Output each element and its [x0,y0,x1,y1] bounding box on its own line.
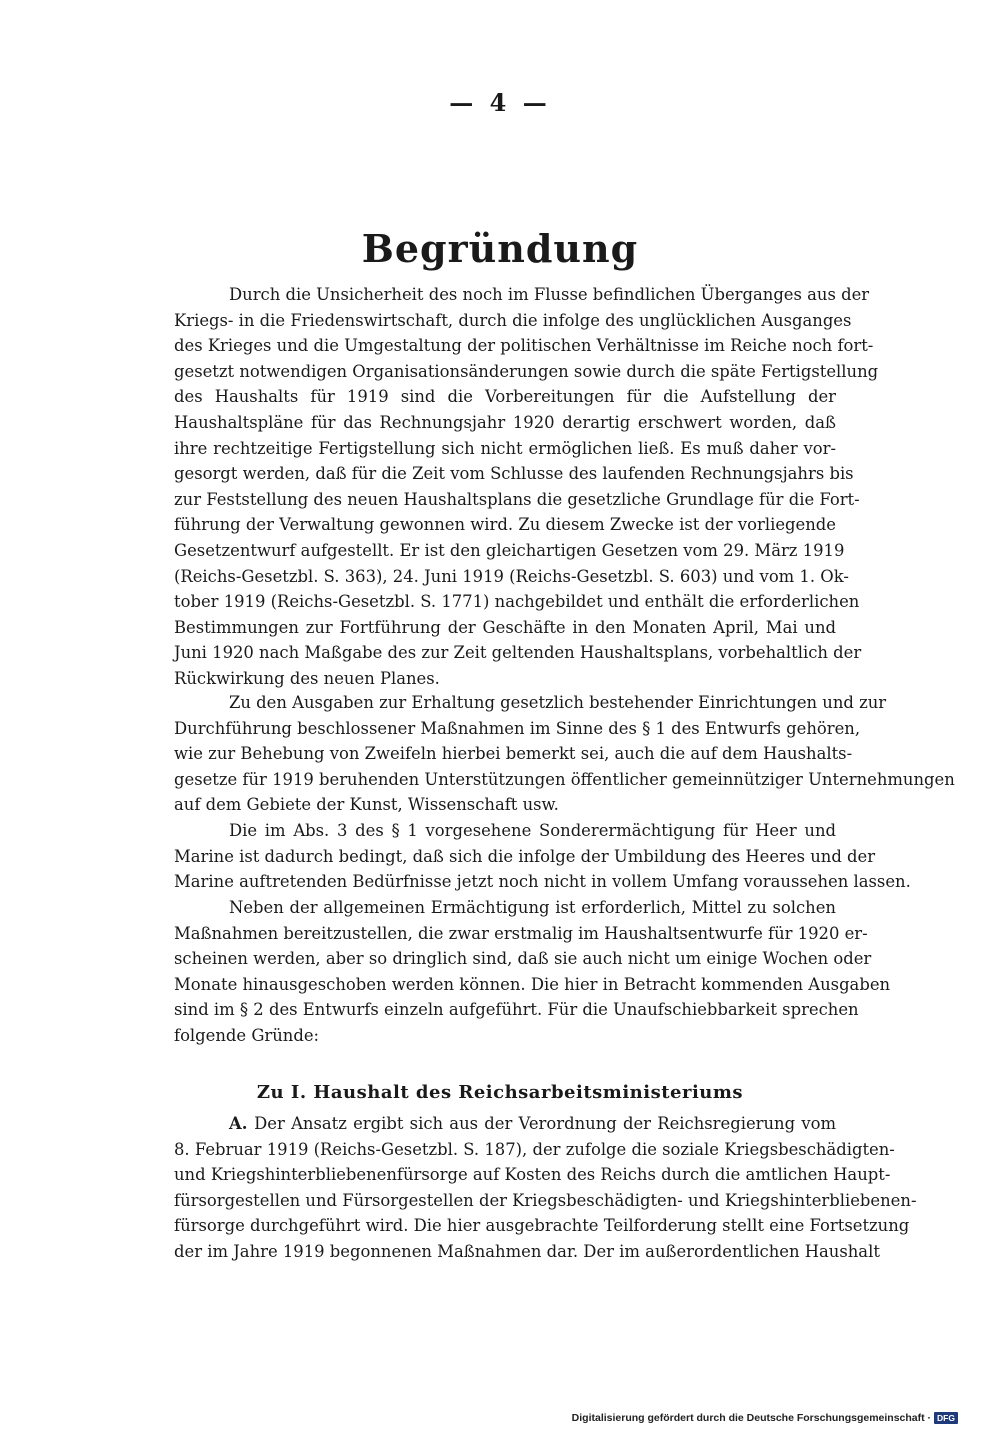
text-line: scheinen werden, aber so dringlich sind, daß sie auch nicht um einige Wochen oder [174,949,872,969]
text-line: tober 1919 (Reichs-Gesetzbl. S. 1771) nachgebildet und enthält die erforderlichen [174,592,860,612]
text-line: gesorgt werden, daß für die Zeit vom Schlusse des laufenden Rechnungsjahrs bis [174,464,854,484]
page-number: — 4 — [449,88,551,117]
paragraph-4 [174,895,891,1049]
page-title: Begründung [361,226,639,271]
text-line: Marine ist dadurch bedingt, daß sich die infolge der Umbildung des Heeres und der [174,846,876,866]
text-line: Bestimmungen zur Fortführung der Geschäfte in den Monaten April, Mai und [174,617,836,637]
text-line: folgende Gründe: [174,1025,320,1045]
text-line: und Kriegshinterbliebenenfürsorge auf Kosten des Reichs durch die amtlichen Haupt- [174,1165,891,1185]
text-line: des Krieges und die Umgestaltung der politischen Verhältnisse im Reiche noch fort- [174,336,874,356]
text-line: Die im Abs. 3 des § 1 vorgesehene Sonderermächtigung für Heer und [229,821,836,840]
footer-text: Digitalisierung gefördert durch die Deutsche Forschungsgemeinschaft · [571,1412,932,1424]
text-line: Durch die Unsicherheit des noch im Flusse befindlichen Überganges aus der [229,285,870,304]
paragraph-3 [174,818,911,895]
text-line: auf dem Gebiete der Kunst, Wissenschaft usw. [174,795,559,815]
dfg-logo: DFG [934,1412,958,1424]
text-line: fürsorgestellen und Fürsorgestellen der Kriegsbeschädigten- und Kriegshinterbliebenen- [174,1190,917,1210]
text-line: (Reichs-Gesetzbl. S. 363), 24. Juni 1919 (Reichs-Gesetzbl. S. 603) und vom 1. Ok- [174,566,849,586]
text-line: gesetze für 1919 beruhenden Unterstützungen öffentlicher gemeinnütziger Unternehmungen [174,769,955,789]
text-line: Neben der allgemeinen Ermächtigung ist erforderlich, Mittel zu solchen [229,898,836,917]
text-line: der im Jahre 1919 begonnenen Maßnahmen dar. Der im außerordentlichen Haushalt [174,1241,880,1261]
text-line: führung der Verwaltung gewonnen wird. Zu diesem Zwecke ist der vorliegende [174,515,836,535]
text-line: Zu den Ausgaben zur Erhaltung gesetzlich bestehender Einrichtungen und zur [229,693,887,712]
paragraph-2 [174,690,955,818]
text-line: Gesetzentwurf aufgestellt. Er ist den gleichartigen Gesetzen vom 29. März 1919 [174,540,845,560]
section-paragraph [174,1111,917,1265]
section-heading: Zu I. Haushalt des Reichsarbeitsministeriums [256,1082,744,1103]
text-line: Rückwirkung des neuen Planes. [174,668,440,688]
text-line: Marine auftretenden Bedürfnisse jetzt noch nicht in vollem Umfang voraussehen lassen. [174,872,911,892]
text-line: zur Feststellung des neuen Haushaltsplans die gesetzliche Grundlage für die Fort- [174,489,860,509]
text-line: sind im § 2 des Entwurfs einzeln aufgeführt. Für die Unaufschiebbarkeit sprechen [174,1000,859,1020]
text-line: Maßnahmen bereitzustellen, die zwar erstmalig im Haushaltsentwurfe für 1920 er- [174,923,868,943]
text-line: Durchführung beschlossener Maßnahmen im Sinne des § 1 des Entwurfs gehören, [174,718,861,738]
text-line: gesetzt notwendigen Organisationsänderungen sowie durch die späte Fertigstellung [174,361,879,381]
text-line: wie zur Behebung von Zweifeln hierbei bemerkt sei, auch die auf dem Haushalts- [174,744,853,764]
section-lead-letter: A. [229,1114,255,1133]
text-line: 8. Februar 1919 (Reichs-Gesetzbl. S. 187), der zufolge die soziale Kriegsbeschädigten- [174,1139,895,1159]
text-line: Monate hinausgeschoben werden können. Die hier in Betracht kommenden Ausgaben [174,974,891,994]
text-line: Kriegs- in die Friedenswirtschaft, durch die infolge des unglücklichen Ausganges [174,310,852,330]
text-line: fürsorge durchgeführt wird. Die hier ausgebrachte Teilforderung stellt eine Fortsetzung [174,1216,910,1236]
text-line: Juni 1920 nach Maßgabe des zur Zeit geltenden Haushaltsplans, vorbehaltlich der [174,643,862,663]
paragraph-1 [174,282,879,692]
text-line: A. Der Ansatz ergibt sich aus der Verordnung der Reichsregierung vom [229,1114,836,1133]
text-line: des Haushalts für 1919 sind die Vorbereitungen für die Aufstellung der [174,387,836,407]
text-line: ihre rechtzeitige Fertigstellung sich nicht ermöglichen ließ. Es muß daher vor- [174,438,836,458]
text-line: Haushaltspläne für das Rechnungsjahr 1920 derartig erschwert worden, daß [174,412,836,432]
footer [572,1412,958,1424]
